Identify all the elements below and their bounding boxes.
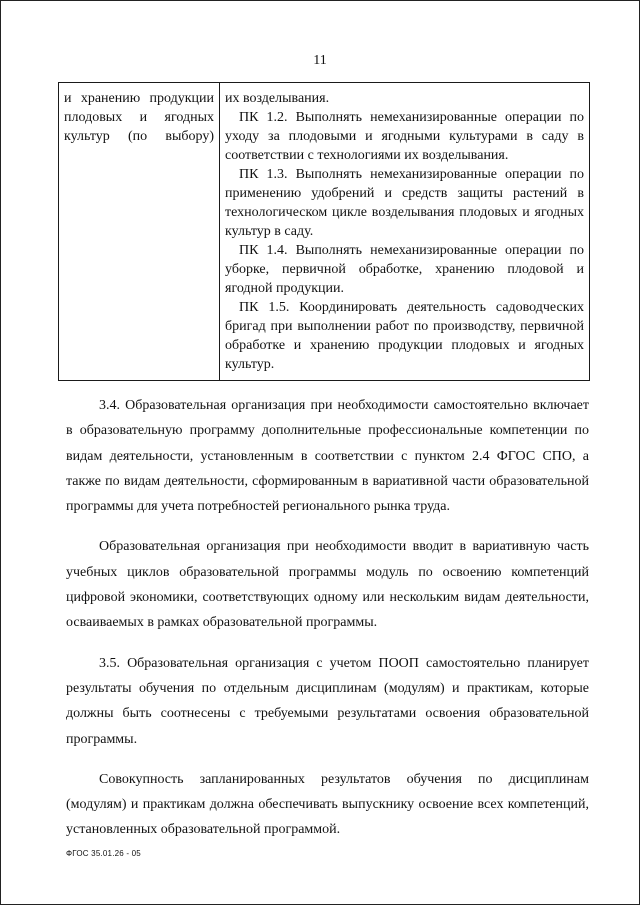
table-cell-competencies <box>220 83 590 381</box>
table-cell-activity <box>59 83 220 381</box>
page-number: 11 <box>313 53 327 68</box>
footer-code: ФГОС 35.01.26 - 05 <box>66 849 141 858</box>
competency-item: ПК 1.5. Координировать деятельность садоводческих бригад при выполнении работ по производству, первичной обработке и хранению продукции плодовых и ягодных культур. <box>225 300 584 372</box>
paragraph: Образовательная организация при необходимости вводит в вариативную часть учебных циклов образовательной программы модуль по освоению компетенций цифровой экономики, соответствующих одному или нескольким видам деятельности, осваиваемых в рамках образовательной программы. <box>66 539 589 631</box>
competency-item: ПК 1.4. Выполнять немеханизированные операции по уборке, первичной обработке, хранению плодовой и ягодной продукции. <box>225 243 584 296</box>
paragraph: 3.5. Образовательная организация с учетом ПООП самостоятельно планирует результаты обучения по отдельным дисциплинам (модулям) и практикам, которые должны быть соотнесены с требуемыми результатами освоения образовательной программы. <box>66 655 589 747</box>
competency-table <box>58 82 590 381</box>
body-text <box>66 393 589 858</box>
competency-intro: их возделывания. <box>225 91 330 106</box>
table-row <box>59 83 590 381</box>
competency-item: ПК 1.3. Выполнять немеханизированные операции по применению удобрений и средств защиты растений в технологическом цикле возделывания плодовых и ягодных культур в саду. <box>225 167 584 239</box>
competency-item: ПК 1.2. Выполнять немеханизированные операции по уходу за плодовыми и ягодными культурами в саду в соответствии с технологиями их возделывания. <box>225 110 584 163</box>
activity-text: и хранению продукции плодовых и ягодных культур (по выбору) <box>64 91 214 144</box>
paragraph: 3.4. Образовательная организация при необходимости самостоятельно включает в образовательную программу дополнительные профессиональные компетенции по видам деятельности, установленным в соответствии с пунктом 2.4 ФГОС СПО, а также по видам деятельности, сформированным в вариативной части образовательной программы для учета потребностей регионального рынка труда. <box>66 398 589 515</box>
paragraph: Совокупность запланированных результатов обучения по дисциплинам (модулям) и практикам должна обеспечивать выпускнику освоение всех компетенций, установленных образовательной программой. <box>66 771 589 838</box>
